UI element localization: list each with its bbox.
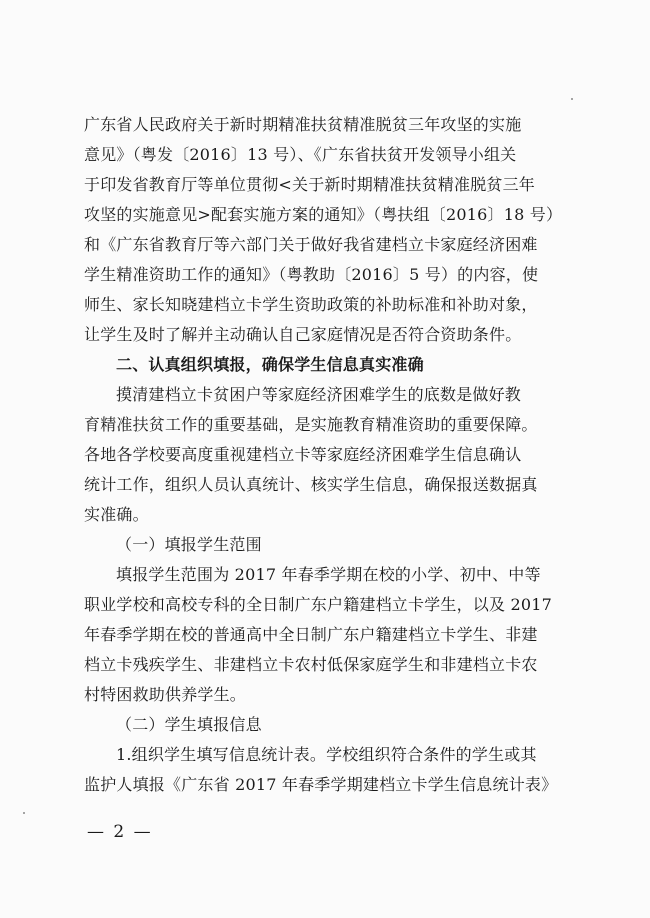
scan-speck: [571, 98, 573, 100]
body-text: [84, 110, 572, 800]
text-line: 于印发省教育厅等单位贯彻<关于新时期精准扶贫精准脱贫三年: [84, 175, 536, 194]
subsection-heading: （二）学生填报信息: [116, 715, 262, 734]
paragraph-line: 1.组织学生填写信息统计表。学校组织符合条件的学生或其: [116, 745, 537, 764]
paragraph-line: 各地各学校要高度重视建档立卡等家庭经济困难学生信息确认: [84, 445, 522, 464]
page-number: — 2 —: [87, 822, 153, 842]
paragraph-line: 填报学生范围为 2017 年春季学期在校的小学、初中、中等: [116, 565, 541, 584]
text-line: 攻坚的实施意见>配套实施方案的通知》（粤扶组〔2016〕18 号）: [84, 205, 563, 224]
text-line: 学生精准资助工作的通知》（粤教助〔2016〕5 号）的内容，使: [84, 265, 539, 284]
paragraph-line: 摸清建档立卡贫困户等家庭经济困难学生的底数是做好教: [116, 385, 522, 404]
paragraph-line: 年春季学期在校的普通高中全日制广东户籍建档立卡学生、非建: [84, 625, 538, 644]
text-line: 意见》（粤发〔2016〕13 号）、《广东省扶贫开发领导小组关: [84, 145, 517, 164]
scan-speck: [23, 812, 25, 814]
paragraph-line: 统计工作，组织人员认真统计、核实学生信息，确保报送数据真: [84, 475, 538, 494]
paragraph-line: 育精准扶贫工作的重要基础，是实施教育精准资助的重要保障。: [84, 415, 538, 434]
subsection-heading: （一）填报学生范围: [116, 535, 262, 554]
paragraph-line: 实准确。: [84, 505, 149, 524]
paragraph-line: 档立卡残疾学生、非建档立卡农村低保家庭学生和非建档立卡农: [84, 655, 538, 674]
text-line: 广东省人民政府关于新时期精准扶贫精准脱贫三年攻坚的实施: [84, 115, 522, 134]
text-line: 师生、家长知晓建档立卡学生资助政策的补助标准和补助对象，: [84, 295, 538, 314]
paragraph-line: 监护人填报《广东省 2017 年春季学期建档立卡学生信息统计表》: [84, 775, 558, 794]
text-line: 让学生及时了解并主动确认自己家庭情况是否符合资助条件。: [84, 325, 522, 344]
section-heading: 二、认真组织填报，确保学生信息真实准确: [116, 355, 424, 374]
text-line: 和《广东省教育厅等六部门关于做好我省建档立卡家庭经济困难: [84, 235, 538, 254]
paragraph-line: 村特困救助供养学生。: [84, 685, 247, 704]
paragraph-line: 职业学校和高校专科的全日制广东户籍建档立卡学生，以及 2017: [84, 595, 553, 614]
